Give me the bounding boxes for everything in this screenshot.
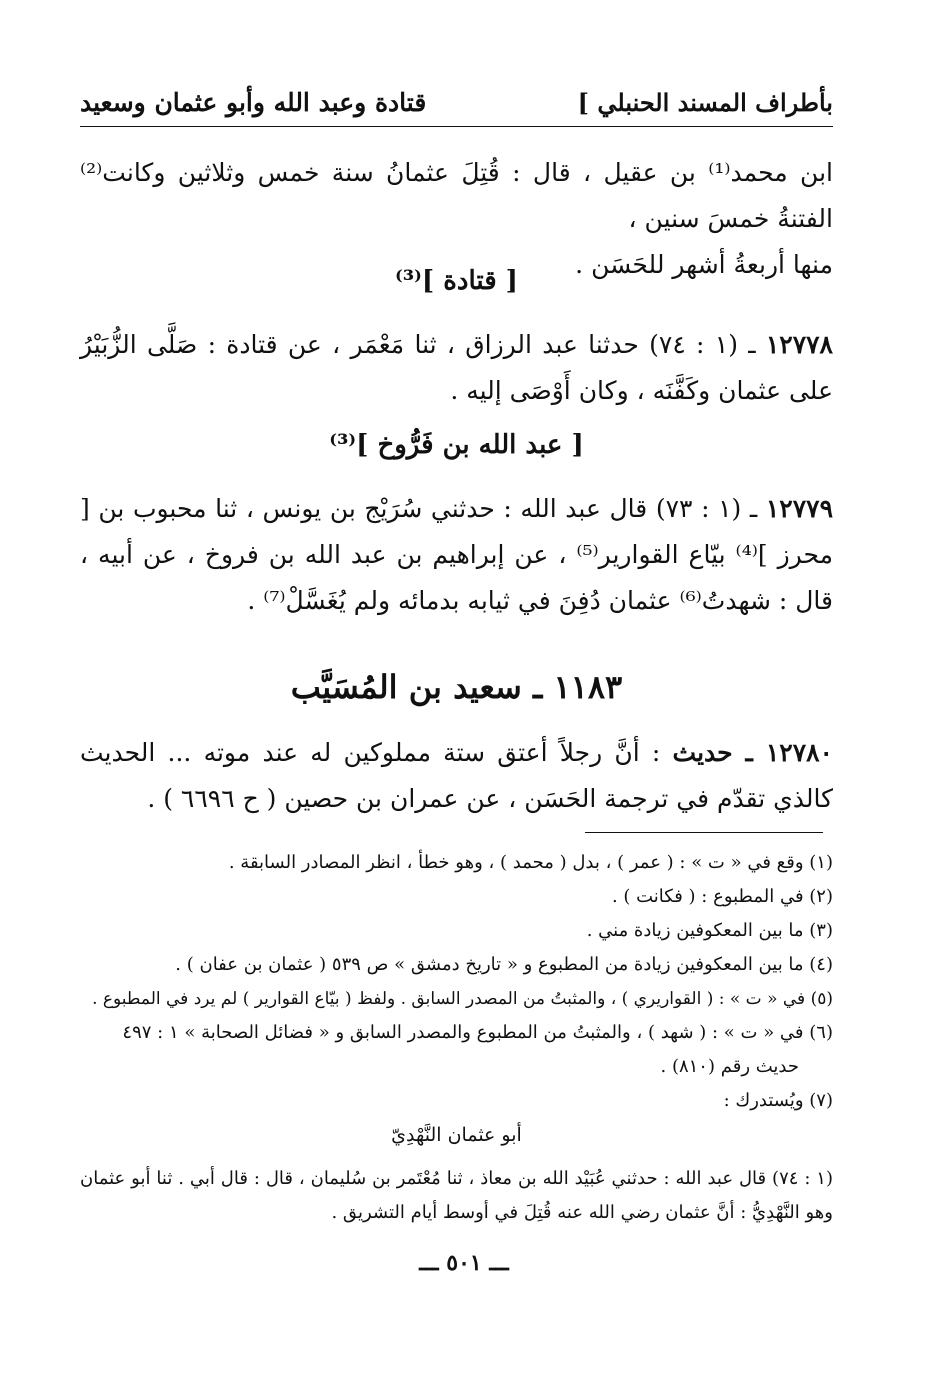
intro-line-1: ابن محمد⁽¹⁾ بن عقيل ، قال : قُتِلَ عثمانُ سنة خمس وثلاثين وكانت⁽²⁾ الفتنةُ خمسَ سنين ، bbox=[80, 158, 833, 233]
addendum-text: (١ : ٧٤) قال عبد الله : حدثني عُبَيْد الله بن معاذ ، ثنا مُعْتَمر بن سُليمان ، قال : قال أبي . ثنا أبو عثمان وهو النَّهْدِيُّ : أنَّ عثمان رضي الله عنه قُتِلَ في أوسط أيام التشريق . bbox=[80, 1168, 833, 1223]
hadith-text: ـ (١ : ٧٤) حدثنا عبد الرزاق ، ثنا مَعْمَر ، عن قتادة : صَلَّى الزُّبَيْرُ على عثمان وكَفَّنَه ، وكان أَوْصَى إليه . bbox=[80, 330, 833, 405]
hadith-number: ١٢٧٧٨ bbox=[765, 330, 833, 359]
hadith-lead: ـ حديث bbox=[672, 738, 766, 767]
footnote-2: (٢) في المطبوع : ( فكانت ) . bbox=[611, 886, 833, 907]
hadith-12780 bbox=[80, 730, 833, 822]
footnote-divider bbox=[585, 832, 823, 833]
footnote-6: (٦) في « ت » : ( شهد ) ، والمثبتُ من المطبوع والمصدر السابق و « فضائل الصحابة » ١ : ٤٩٧ حديث رقم (٨١٠) . bbox=[122, 1022, 833, 1077]
header-section-title: قتادة وعبد الله وأبو عثمان وسعيد bbox=[80, 87, 427, 117]
footnote-4: (٤) ما بين المعكوفين زيادة من المطبوع و « تاريخ دمشق » ص ٥٣٩ ( عثمان بن عفان ) . bbox=[175, 954, 833, 975]
hadith-12779 bbox=[80, 486, 833, 624]
running-header bbox=[80, 82, 833, 122]
section-heading-qatada: [ قتادة ]⁽³⁾ bbox=[395, 266, 518, 296]
header-book-title: بأطراف المسند الحنبلي ] bbox=[577, 87, 833, 117]
hadith-text: : أنَّ رجلاً أعتق ستة مملوكين له عند موته ... الحديث كالذي تقدّم في ترجمة الحَسَن ، عن عمران بن حصين ( ح ٦٦٩٦ ) . bbox=[80, 738, 833, 813]
header-divider bbox=[80, 126, 833, 127]
hadith-number: ١٢٧٨٠ bbox=[765, 738, 833, 767]
intro-line-2: منها أربعةُ أشهر للحَسَن . bbox=[575, 250, 833, 279]
footnote-5: (٥) في « ت » : ( القواريري ) ، والمثبتُ من المصدر السابق . ولفظ ( بيّاع القوارير ) لم يرد في المطبوع . bbox=[92, 989, 833, 1009]
hadith-12778 bbox=[80, 322, 833, 414]
footnote-1: (١) وقع في « ت » : ( عمر ) ، بدل ( محمد ) ، وهو خطأ ، انظر المصادر السابقة . bbox=[228, 852, 833, 873]
footnote-7: (٧) ويُستدرك : bbox=[723, 1090, 833, 1111]
addendum-heading: أبو عثمان النَّهْدِيّ bbox=[391, 1124, 522, 1146]
hadith-text: ـ (١ : ٧٣) قال عبد الله : حدثني سُرَيْج بن يونس ، ثنا محبوب بن [ محرز ]⁽⁴⁾ بيّاع القوارير⁽⁵⁾ ، عن إبراهيم بن عبد الله بن فروخ ، عن أبيه ، قال : شهدتُ⁽⁶⁾ عثمان دُفِنَ في ثيابه بدمائه ولم يُغَسَّلْ⁽⁷⁾ . bbox=[80, 494, 833, 615]
section-heading-farrukh: [ عبد الله بن فَرُّوخ ]⁽³⁾ bbox=[329, 430, 584, 460]
page-number: ـــ ٥٠١ ـــ bbox=[419, 1250, 509, 1276]
footnotes bbox=[80, 846, 833, 1118]
chapter-title: ١١٨٣ ـ سعيد بن المُسَيَّب bbox=[290, 668, 623, 706]
footnote-3: (٣) ما بين المعكوفين زيادة مني . bbox=[586, 920, 833, 941]
hadith-number: ١٢٧٧٩ bbox=[765, 494, 833, 523]
